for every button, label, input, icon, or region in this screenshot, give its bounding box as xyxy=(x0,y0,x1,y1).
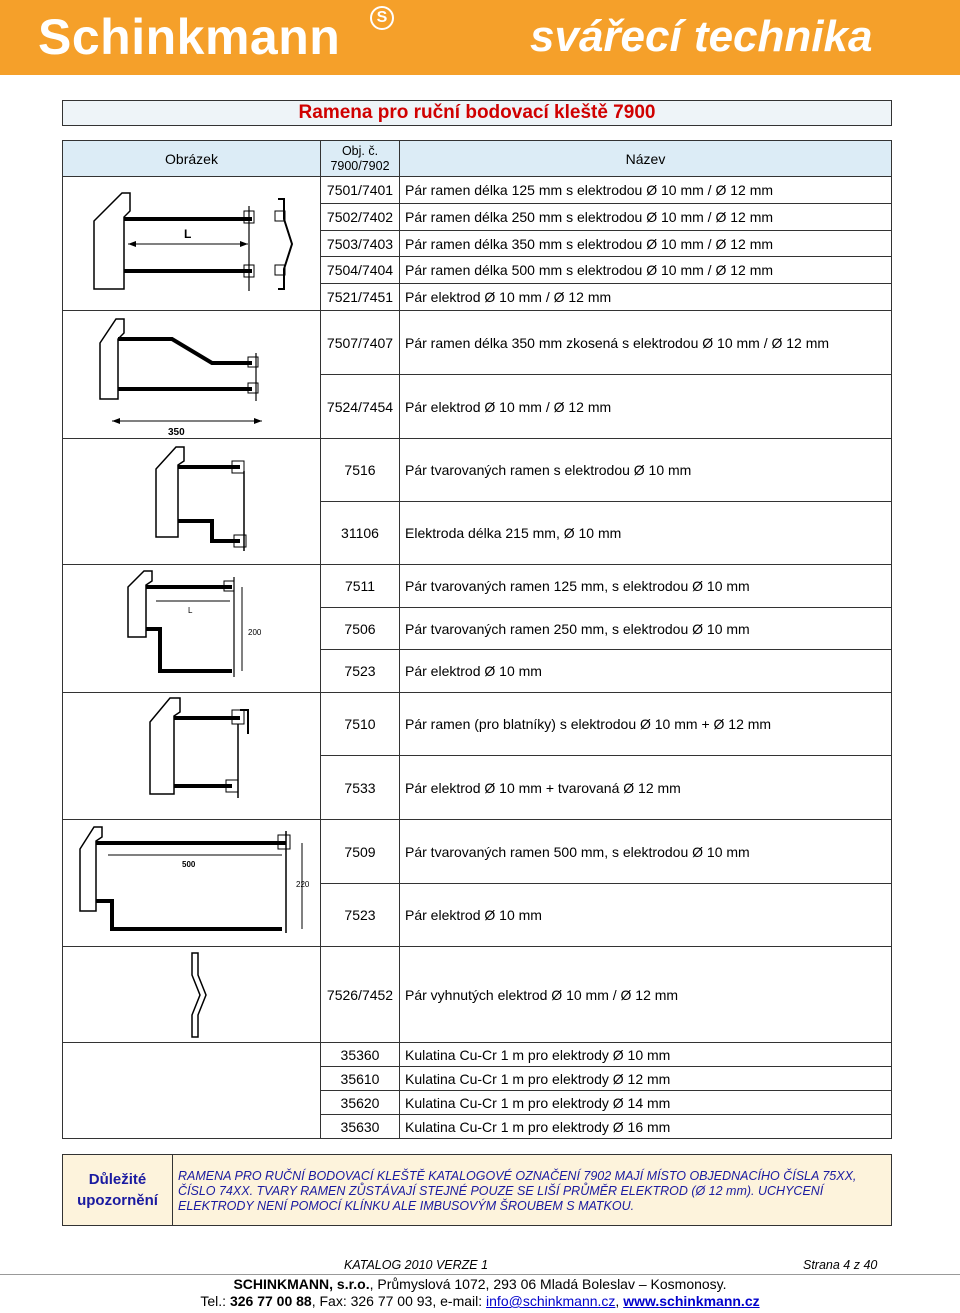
separator: , xyxy=(615,1293,624,1309)
drawing-shaped-arms-500 xyxy=(63,820,321,947)
order-code: 35630 xyxy=(321,1115,400,1139)
dim-label-220: 220 xyxy=(295,880,309,889)
brand-logo: Schinkmann xyxy=(38,9,341,65)
product-name: Pár tvarovaných ramen 125 mm, s elektrodou Ø 10 mm xyxy=(400,565,892,608)
product-name: Pár tvarovaných ramen s elektrodou Ø 10 mm xyxy=(400,439,892,502)
order-code: 7507/7407 xyxy=(321,311,400,375)
fax-email-label: , Fax: 326 77 00 93, e-mail: xyxy=(311,1293,487,1309)
page-number: Strana 4 z 40 xyxy=(803,1258,878,1272)
product-name: Pár ramen délka 125 mm s elektrodou Ø 10 mm / Ø 12 mm xyxy=(400,177,892,204)
email-link[interactable]: info@schinkmann.cz xyxy=(486,1293,616,1309)
important-notice xyxy=(62,1154,892,1226)
order-code: 7504/7404 xyxy=(321,257,400,284)
catalog-title: Ramena pro ruční bodovací kleště 7900 xyxy=(62,100,892,126)
order-code: 35360 xyxy=(321,1043,400,1067)
dim-label-350: 350 xyxy=(167,426,185,437)
tel-number: 326 77 00 88 xyxy=(229,1293,312,1309)
order-code: 7506 xyxy=(321,608,400,650)
order-code: 31106 xyxy=(321,502,400,565)
notice-label-line1: Důležité xyxy=(88,1171,147,1188)
order-code: 7523 xyxy=(321,884,400,947)
col-header-image: Obrázek xyxy=(63,141,321,177)
order-code: 7509 xyxy=(321,820,400,884)
catalog-version: KATALOG 2010 VERZE 1 xyxy=(344,1258,489,1272)
dim-label-200: 200 xyxy=(247,627,261,637)
drawing-shaped-arms xyxy=(63,439,321,565)
drawing-bent-electrode xyxy=(63,947,321,1043)
order-code: 7523 xyxy=(321,650,400,693)
product-name: Pár vyhnutých elektrod Ø 10 mm / Ø 12 mm xyxy=(400,947,892,1043)
dim-label-l: L xyxy=(187,605,192,615)
product-table xyxy=(62,140,892,1139)
product-name: Pár ramen délka 500 mm s elektrodou Ø 10 mm / Ø 12 mm xyxy=(400,257,892,284)
order-code: 35620 xyxy=(321,1091,400,1115)
product-name: Pár ramen délka 250 mm s elektrodou Ø 10 mm / Ø 12 mm xyxy=(400,204,892,231)
company-address xyxy=(0,1276,960,1292)
drawing-angled-arms xyxy=(63,311,321,439)
notice-label-line2: upozornění xyxy=(77,1192,158,1209)
drawing-straight-arms xyxy=(63,177,321,311)
dim-label-l: L xyxy=(183,226,191,241)
order-code: 7524/7454 xyxy=(321,375,400,439)
product-name: Pár tvarovaných ramen 250 mm, s elektrodou Ø 10 mm xyxy=(400,608,892,650)
order-code: 7503/7403 xyxy=(321,231,400,257)
website-link[interactable]: www.schinkmann.cz xyxy=(623,1293,760,1309)
drawing-empty xyxy=(63,1043,321,1139)
product-name: Pár ramen délka 350 mm s elektrodou Ø 10 mm / Ø 12 mm xyxy=(400,231,892,257)
order-code: 7511 xyxy=(321,565,400,608)
drawing-fender-arms xyxy=(63,693,321,820)
product-name: Pár elektrod Ø 10 mm / Ø 12 mm xyxy=(400,284,892,311)
col-header-code xyxy=(321,141,400,177)
tel-label: Tel.: xyxy=(200,1293,230,1309)
product-name: Pár ramen (pro blatníky) s elektrodou Ø 10 mm + Ø 12 mm xyxy=(400,693,892,756)
order-code: 35610 xyxy=(321,1067,400,1091)
footer-divider xyxy=(0,1274,960,1275)
dim-label-500: 500 xyxy=(181,860,195,869)
brand-tagline: svářecí technika xyxy=(530,12,873,61)
order-code: 7501/7401 xyxy=(321,177,400,204)
product-name: Pár elektrod Ø 10 mm xyxy=(400,650,892,693)
product-name: Kulatina Cu-Cr 1 m pro elektrody Ø 12 mm xyxy=(400,1067,892,1091)
product-name: Pár elektrod Ø 10 mm xyxy=(400,884,892,947)
notice-label xyxy=(63,1155,173,1225)
order-code: 7516 xyxy=(321,439,400,502)
company-name: SCHINKMANN, s.r.o. xyxy=(233,1276,370,1292)
col-header-code-text: Obj. č. 7900/7902 xyxy=(330,143,390,173)
col-header-name: Název xyxy=(400,141,892,177)
product-name: Pár elektrod Ø 10 mm / Ø 12 mm xyxy=(400,375,892,439)
product-name: Kulatina Cu-Cr 1 m pro elektrody Ø 14 mm xyxy=(400,1091,892,1115)
drawing-shaped-arms-l xyxy=(63,565,321,693)
order-code: 7526/7452 xyxy=(321,947,400,1043)
company-contact xyxy=(0,1293,960,1309)
page-header xyxy=(0,0,960,75)
address-text: , Průmyslová 1072, 293 06 Mladá Boleslav – Kosmonosy. xyxy=(369,1276,727,1292)
order-code: 7521/7451 xyxy=(321,284,400,311)
order-code: 7502/7402 xyxy=(321,204,400,231)
product-name: Pár tvarovaných ramen 500 mm, s elektrodou Ø 10 mm xyxy=(400,820,892,884)
product-name: Kulatina Cu-Cr 1 m pro elektrody Ø 16 mm xyxy=(400,1115,892,1139)
notice-text: RAMENA PRO RUČNÍ BODOVACÍ KLEŠTĚ KATALOGOVÉ OZNAČENÍ 7902 MAJÍ MÍSTO OBJEDNACÍHO ČÍSLA 75XX, ČÍSLO 74XX. TVARY RAMEN ZŮSTÁVAJÍ STEJNÉ POUZE SE LIŠÍ PRŮMĚR ELEKTROD (Ø 12 mm). UCHYCENÍ ELEKTRODY NENÍ POMOCÍ KLÍNKU ALE IMBUSOVÝM ŠROUBEM S MATKOU. xyxy=(173,1155,891,1225)
product-name: Pár elektrod Ø 10 mm + tvarovaná Ø 12 mm xyxy=(400,756,892,820)
product-name: Pár ramen délka 350 mm zkosená s elektrodou Ø 10 mm / Ø 12 mm xyxy=(400,311,892,375)
product-name: Kulatina Cu-Cr 1 m pro elektrody Ø 10 mm xyxy=(400,1043,892,1067)
registered-mark: S xyxy=(370,6,394,30)
order-code: 7533 xyxy=(321,756,400,820)
order-code: 7510 xyxy=(321,693,400,756)
product-name: Elektroda délka 215 mm, Ø 10 mm xyxy=(400,502,892,565)
